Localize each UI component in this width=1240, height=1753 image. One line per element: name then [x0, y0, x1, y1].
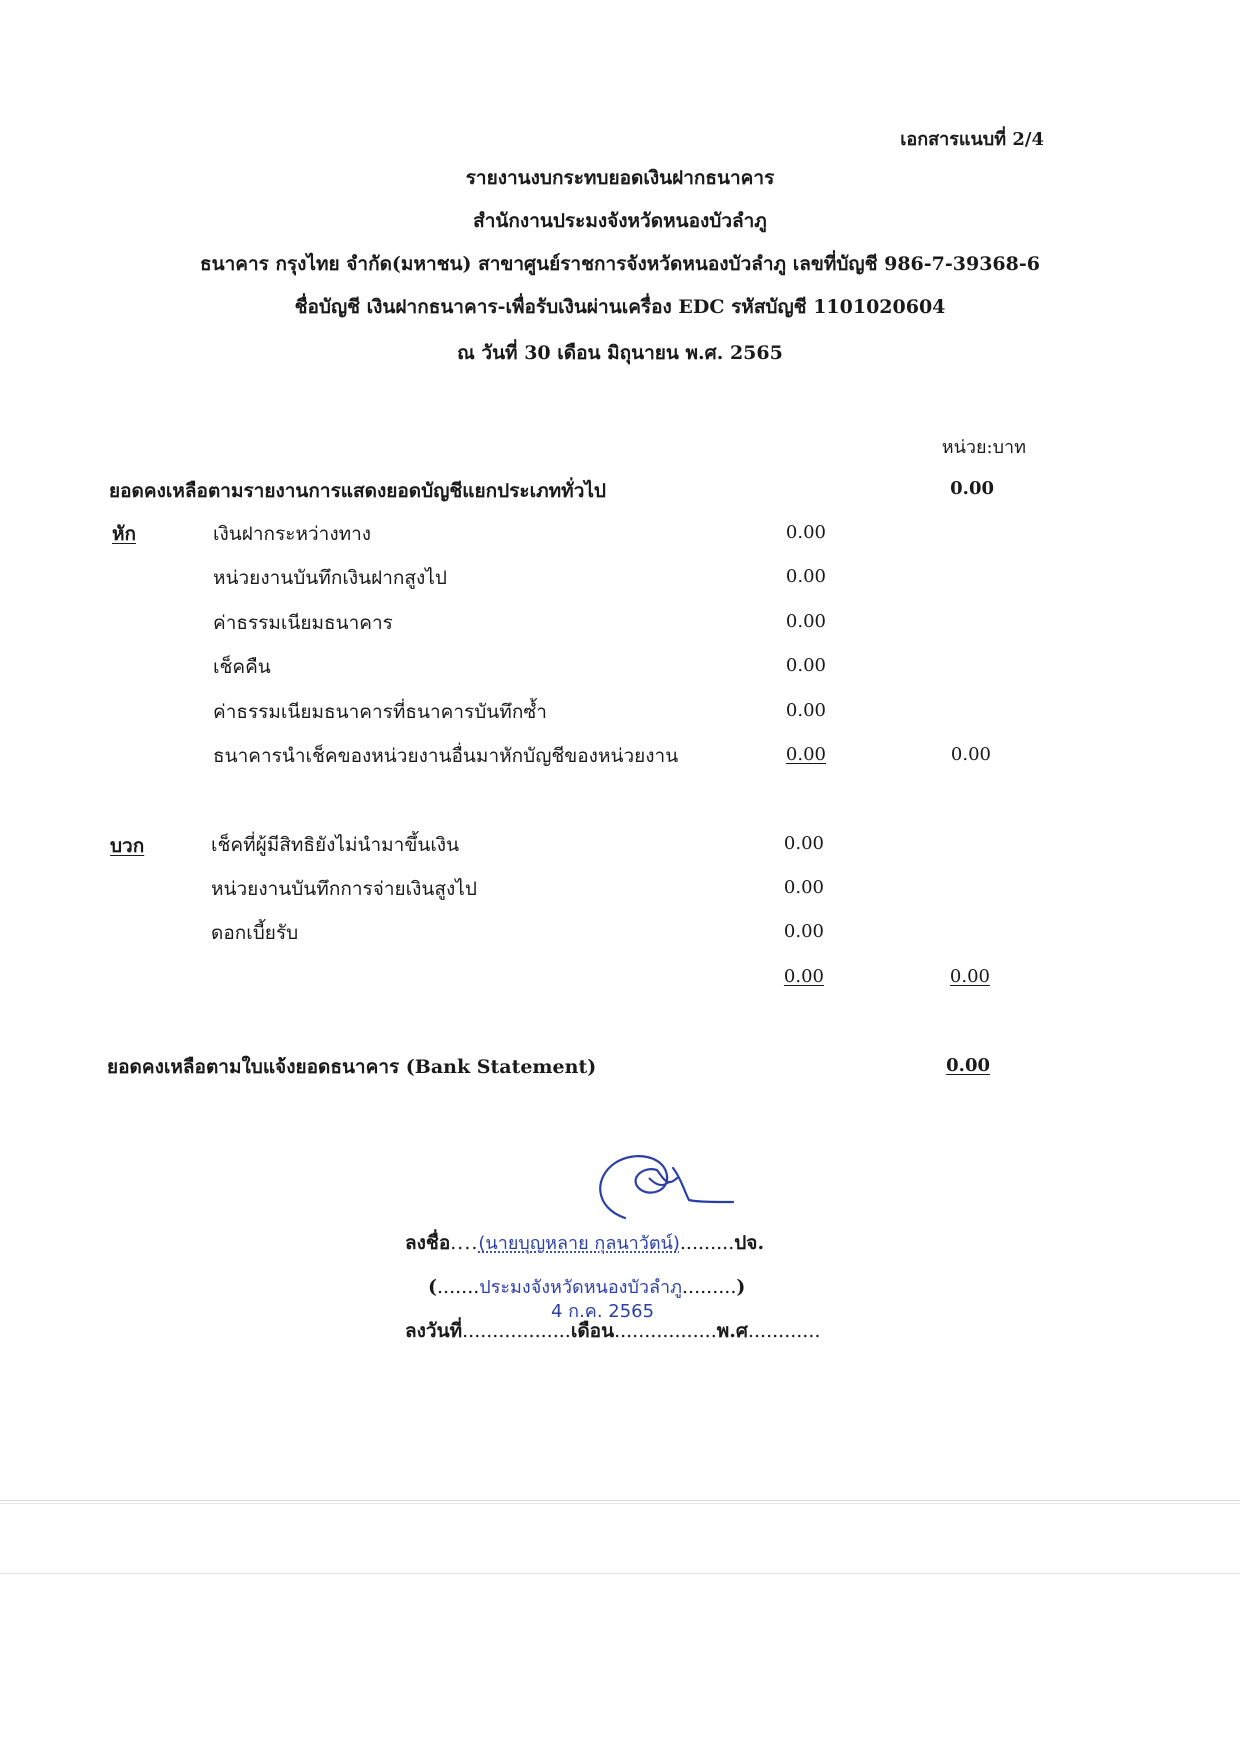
month-prefix: เดือน: [570, 1320, 615, 1342]
scan-edge-line: [0, 1500, 1240, 1501]
add-total: 0.00: [949, 966, 990, 987]
deduct-item-amount: 0.00: [785, 522, 826, 543]
date-prefix: ลงวันที่: [405, 1320, 463, 1342]
signer-position: ประมงจังหวัดหนองบัวลำภู: [479, 1277, 683, 1298]
account-info: ชื่อบัญชี เงินฝากธนาคาร-เพื่อรับเงินผ่านเครื่อง EDC รหัสบัญชี 1101020604: [294, 296, 946, 318]
signer-name: (นายบุญหลาย กุลนาวัตน์): [478, 1233, 680, 1254]
add-item-amount: 0.00: [783, 833, 824, 854]
deduct-item-label: เช็คคืน: [213, 656, 271, 678]
unit-label: หน่วย:บาท: [941, 437, 1026, 458]
scan-edge-line: [0, 1573, 1240, 1574]
add-section-label: บวก: [110, 835, 145, 857]
attachment-number: เอกสารแนบที่ 2/4: [900, 129, 1044, 150]
add-item-amount: 0.00: [783, 877, 824, 898]
sign-prefix: ลงชื่อ: [405, 1232, 451, 1254]
as-of-date: ณ วันที่ 30 เดือน มิถุนายน พ.ศ. 2565: [457, 342, 783, 364]
deduct-item-amount: 0.00: [785, 744, 826, 765]
gl-balance-amount: 0.00: [950, 478, 994, 499]
bank-balance-label: ยอดคงเหลือตามใบแจ้งยอดธนาคาร (Bank Statement): [107, 1056, 597, 1078]
report-title: รายงานงบกระทบยอดเงินฝากธนาคาร: [465, 167, 775, 189]
position-line: (.......ประมงจังหวัดหนองบัวลำภู.........): [428, 1276, 746, 1298]
add-item-label: เช็คที่ผู้มีสิทธิยังไม่นำมาขึ้นเงิน: [211, 834, 460, 856]
scan-edge-line: [0, 1503, 1240, 1504]
deduct-item-label: เงินฝากระหว่างทาง: [213, 523, 372, 545]
add-item-amount: 0.00: [783, 921, 824, 942]
deduct-section-label: หัก: [112, 523, 137, 545]
date-line: ลงวันที่..................เดือน.................พ.ศ............: [405, 1320, 821, 1342]
signature-line: ลงชื่อ....(นายบุญหลาย กุลนาวัตน์).........ปจ.: [405, 1232, 765, 1254]
add-item-label: ดอกเบี้ยรับ: [211, 922, 299, 944]
year-prefix: พ.ศ: [716, 1320, 748, 1342]
bank-balance-amount: 0.00: [946, 1055, 990, 1076]
deduct-total: 0.00: [950, 744, 991, 765]
deduct-item-label: ค่าธรรมเนียมธนาคารที่ธนาคารบันทึกซ้ำ: [213, 701, 547, 723]
deduct-item-amount: 0.00: [785, 566, 826, 587]
office-name: สำนักงานประมงจังหวัดหนองบัวลำภู: [473, 210, 767, 232]
deduct-item-amount: 0.00: [785, 700, 826, 721]
add-item-label: หน่วยงานบันทึกการจ่ายเงินสูงไป: [211, 878, 477, 900]
deduct-item-label: ธนาคารนำเช็คของหน่วยงานอื่นมาหักบัญชีของหน่วยงาน: [213, 745, 679, 767]
deduct-item-label: หน่วยงานบันทึกเงินฝากสูงไป: [213, 567, 447, 589]
signature-scribble: [585, 1148, 735, 1228]
deduct-item-label: ค่าธรรมเนียมธนาคาร: [213, 612, 393, 634]
deduct-item-amount: 0.00: [785, 655, 826, 676]
deduct-item-amount: 0.00: [785, 611, 826, 632]
bank-info: ธนาคาร กรุงไทย จำกัด(มหาชน) สาขาศูนย์ราชการจังหวัดหนองบัวลำภู เลขที่บัญชี 986-7-39368-6: [200, 253, 1040, 275]
add-subtotal: 0.00: [783, 966, 824, 987]
position-abbr: ปจ.: [734, 1232, 765, 1254]
gl-balance-label: ยอดคงเหลือตามรายงานการแสดงยอดบัญชีแยกประเภททั่วไป: [109, 480, 606, 502]
stamp-date: 4 ก.ค. 2565: [551, 1301, 655, 1322]
